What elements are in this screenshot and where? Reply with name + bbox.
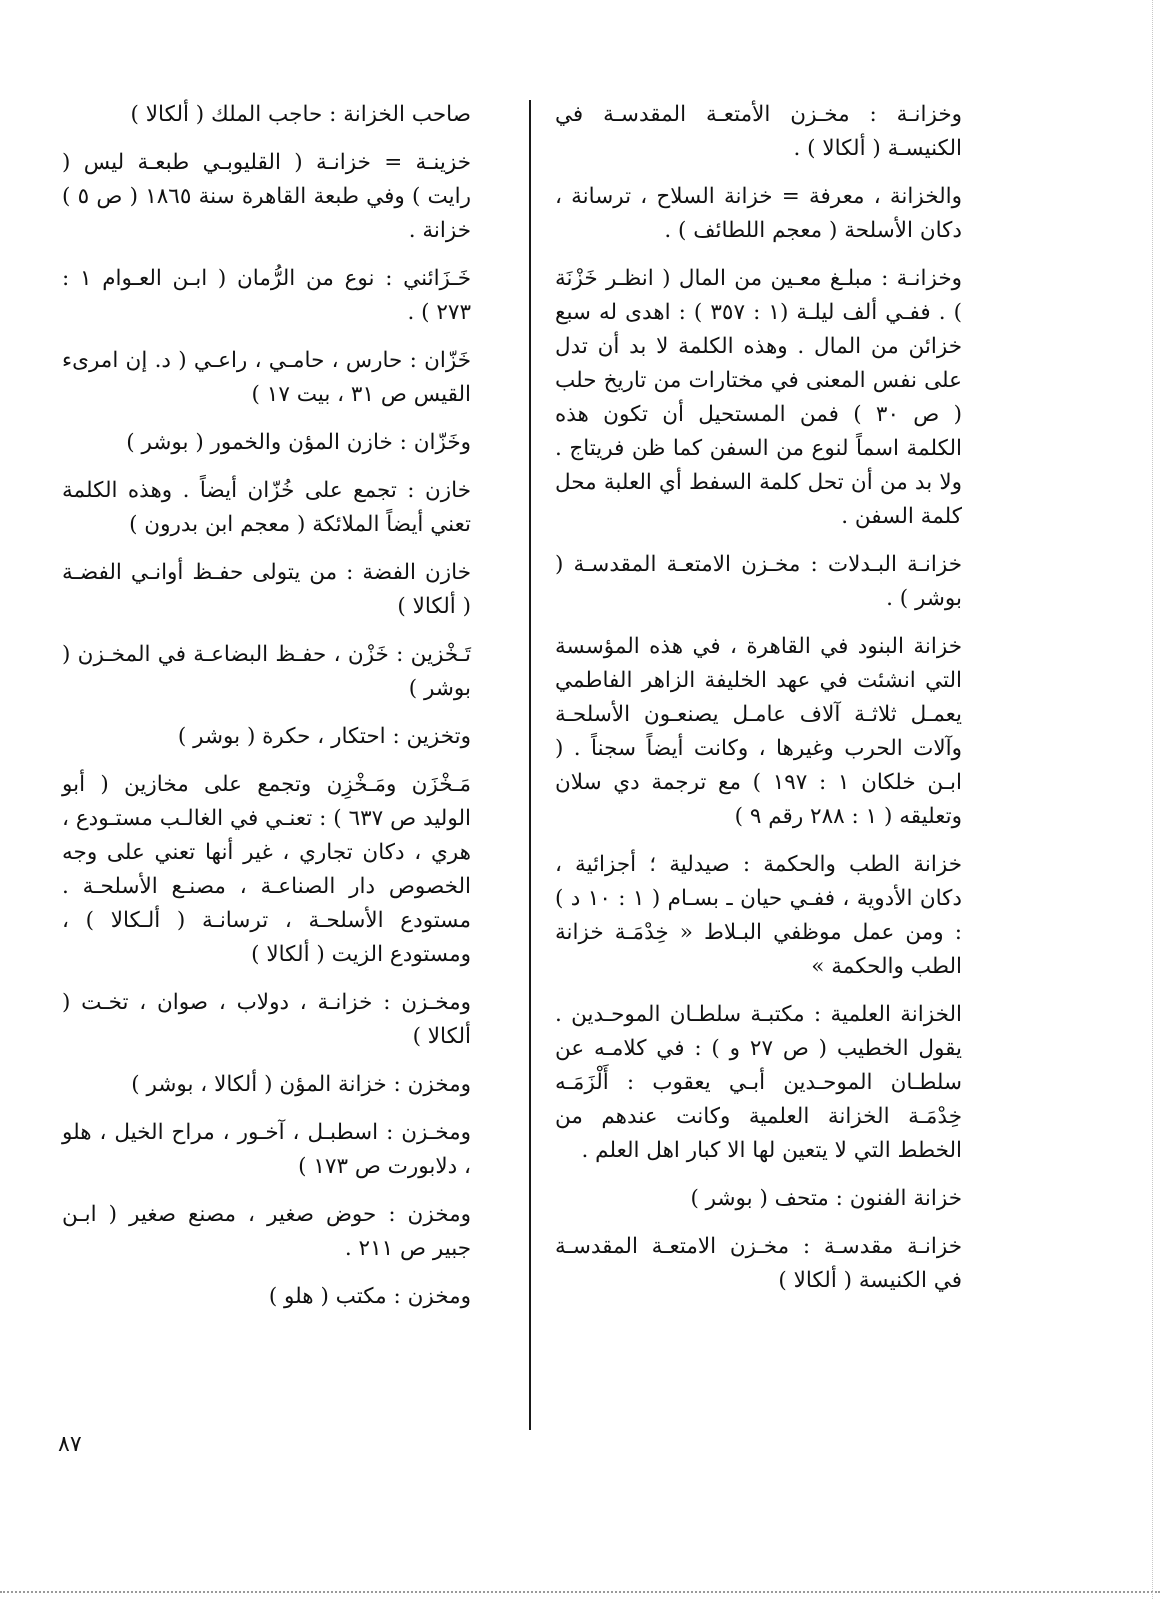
entry: ومخزن : حوض صغير ، مصنع صغير ( ابـن جبير ص ٢١١ . — [62, 1202, 471, 1261]
entry: خزانـة البـدلات : مخـزن الامتعـة المقدسـة ( بوشر ) . — [555, 552, 962, 611]
entry: وتخزين : احتكار ، حكرة ( بوشر ) — [177, 724, 471, 749]
right-column — [555, 98, 962, 1312]
entry: صاحب الخزانة : حاجب الملك ( ألكالا ) — [130, 102, 471, 127]
scan-edge-right — [1152, 0, 1153, 1599]
scan-edge-bottom — [0, 1591, 1160, 1593]
entry: خَزّان : حارس ، حامـي ، راعـي ( د. إن امرىء القيس ص ٣١ ، بيت ١٧ ) — [62, 348, 471, 407]
entry: مَـخْزَن ومَـخْزِن وتجمع على مخازين ( أبو الوليد ص ٦٣٧ ) : تعنـي في الغالـب مستـودع ، هري ، دكان تجاري ، غير أنها تعني على وجه الخصوص دار الصناعـة ، مصنـع الأسلحـة . مستودع الأسلحـة ، ترسانـة ( ألـكالا ) ، ومستودع الزيت ( ألكالا ) — [62, 772, 471, 967]
entry: خازن الفضة : من يتولى حفـظ أوانـي الفضـة ( ألكالا ) — [62, 560, 471, 619]
entry: وخَزّان : خازن المؤن والخمور ( بوشر ) — [126, 430, 471, 455]
entry: خزينـة = خزانـة ( القليوبـي طبعـة ليس ( رايت ) وفي طبعة القاهرة سنة ١٨٦٥ ( ص ٥ ) خزانة . — [62, 150, 472, 243]
entry: خَـزَائني : نوع من الرُّمان ( ابـن العـوام ١ : ٢٧٣ ) . — [62, 266, 471, 325]
entry: خزانـة مقدسـة : مخـزن الامتعـة المقدسـة في الكنيسة ( ألكالا ) — [555, 1234, 962, 1293]
entry: وخزانـة : مبلـغ معـين من المال ( انظـر خَزْنَة ) . ففـي ألف ليلـة (١ : ٣٥٧ ) : اهدى له سبع خزائن من المال . وهذه الكلمة لا بد أن تدل على نفس المعنى في مختارات من تاريخ حلب ( ص ٣٠ ) فمن المستحيل أن تكون هذه الكلمة اسماً لنوع من السفن كما ظن فريتاج . ولا بد من أن تحل كلمة السفط أي العلبة محل كلمة السفن . — [555, 266, 962, 529]
left-column — [62, 98, 471, 1328]
entry: خزانة الطب والحكمة : صيدلية ؛ أجزائية ، دكان الأدوية ، ففـي حيان ـ بسـام ( ١ : ١٠ د ) : ومن عمل موظفي البـلاط « خِدْمَـة خزانة الطب والحكمة » — [555, 852, 962, 979]
entry: وخزانـة : مخـزن الأمتعـة المقدسـة في الكنيسـة ( ألكالا ) . — [555, 102, 962, 161]
entry: الخزانة العلمية : مكتبـة سلطـان الموحـدين . يقول الخطيب ( ص ٢٧ و ) : في كلامـه عن سلطـان الموحـدين أبـي يعقوب : أَلْزَمَـه خِدْمَـة الخزانة العلمية وكانت عندهم من الخطط التي لا يتعين لها الا كبار اهل العلم . — [555, 1002, 962, 1163]
entry: ومخزن : مكتب ( هلو ) — [268, 1284, 471, 1309]
entry: والخزانة ، معرفة = خزانة السلاح ، ترسانة ، دكان الأسلحة ( معجم اللطائف ) . — [555, 184, 962, 243]
entry: تَـخْزين : خَزْن ، حفـظ البضاعـة في المخـزن ( بوشر ) — [62, 642, 471, 701]
entry: خزانة البنود في القاهرة ، في هذه المؤسسة التي انشئت في عهد الخليفة الزاهر الفاطمي يعمـل ثلاثـة آلاف عامـل يصنعـون الأسلحـة وآلات الحرب وغيرها ، وكانت أيضاً سجناً . ( ابـن خلكان ١ : ١٩٧ ) مع ترجمة دي سلان وتعليقه ( ١ : ٢٨٨ رقم ٩ ) — [555, 634, 962, 829]
page-number: ٨٧ — [58, 1432, 82, 1457]
column-divider — [529, 100, 531, 1430]
entry: خزانة الفنون : متحف ( بوشر ) — [690, 1186, 962, 1211]
entry: ومخـزن : اسطبـل ، آخـور ، مراح الخيل ، هلو ، دلابورت ص ١٧٣ ) — [62, 1120, 471, 1179]
entry: ومخزن : خزانة المؤن ( ألكالا ، بوشر ) — [131, 1072, 471, 1097]
entry: ومخـزن : خزانـة ، دولاب ، صوان ، تخـت ( ألكالا ) — [62, 990, 471, 1049]
entry: خازن : تجمع على خُزّان أيضاً . وهذه الكلمة تعني أيضاً الملائكة ( معجم ابن بدرون ) — [62, 478, 471, 537]
